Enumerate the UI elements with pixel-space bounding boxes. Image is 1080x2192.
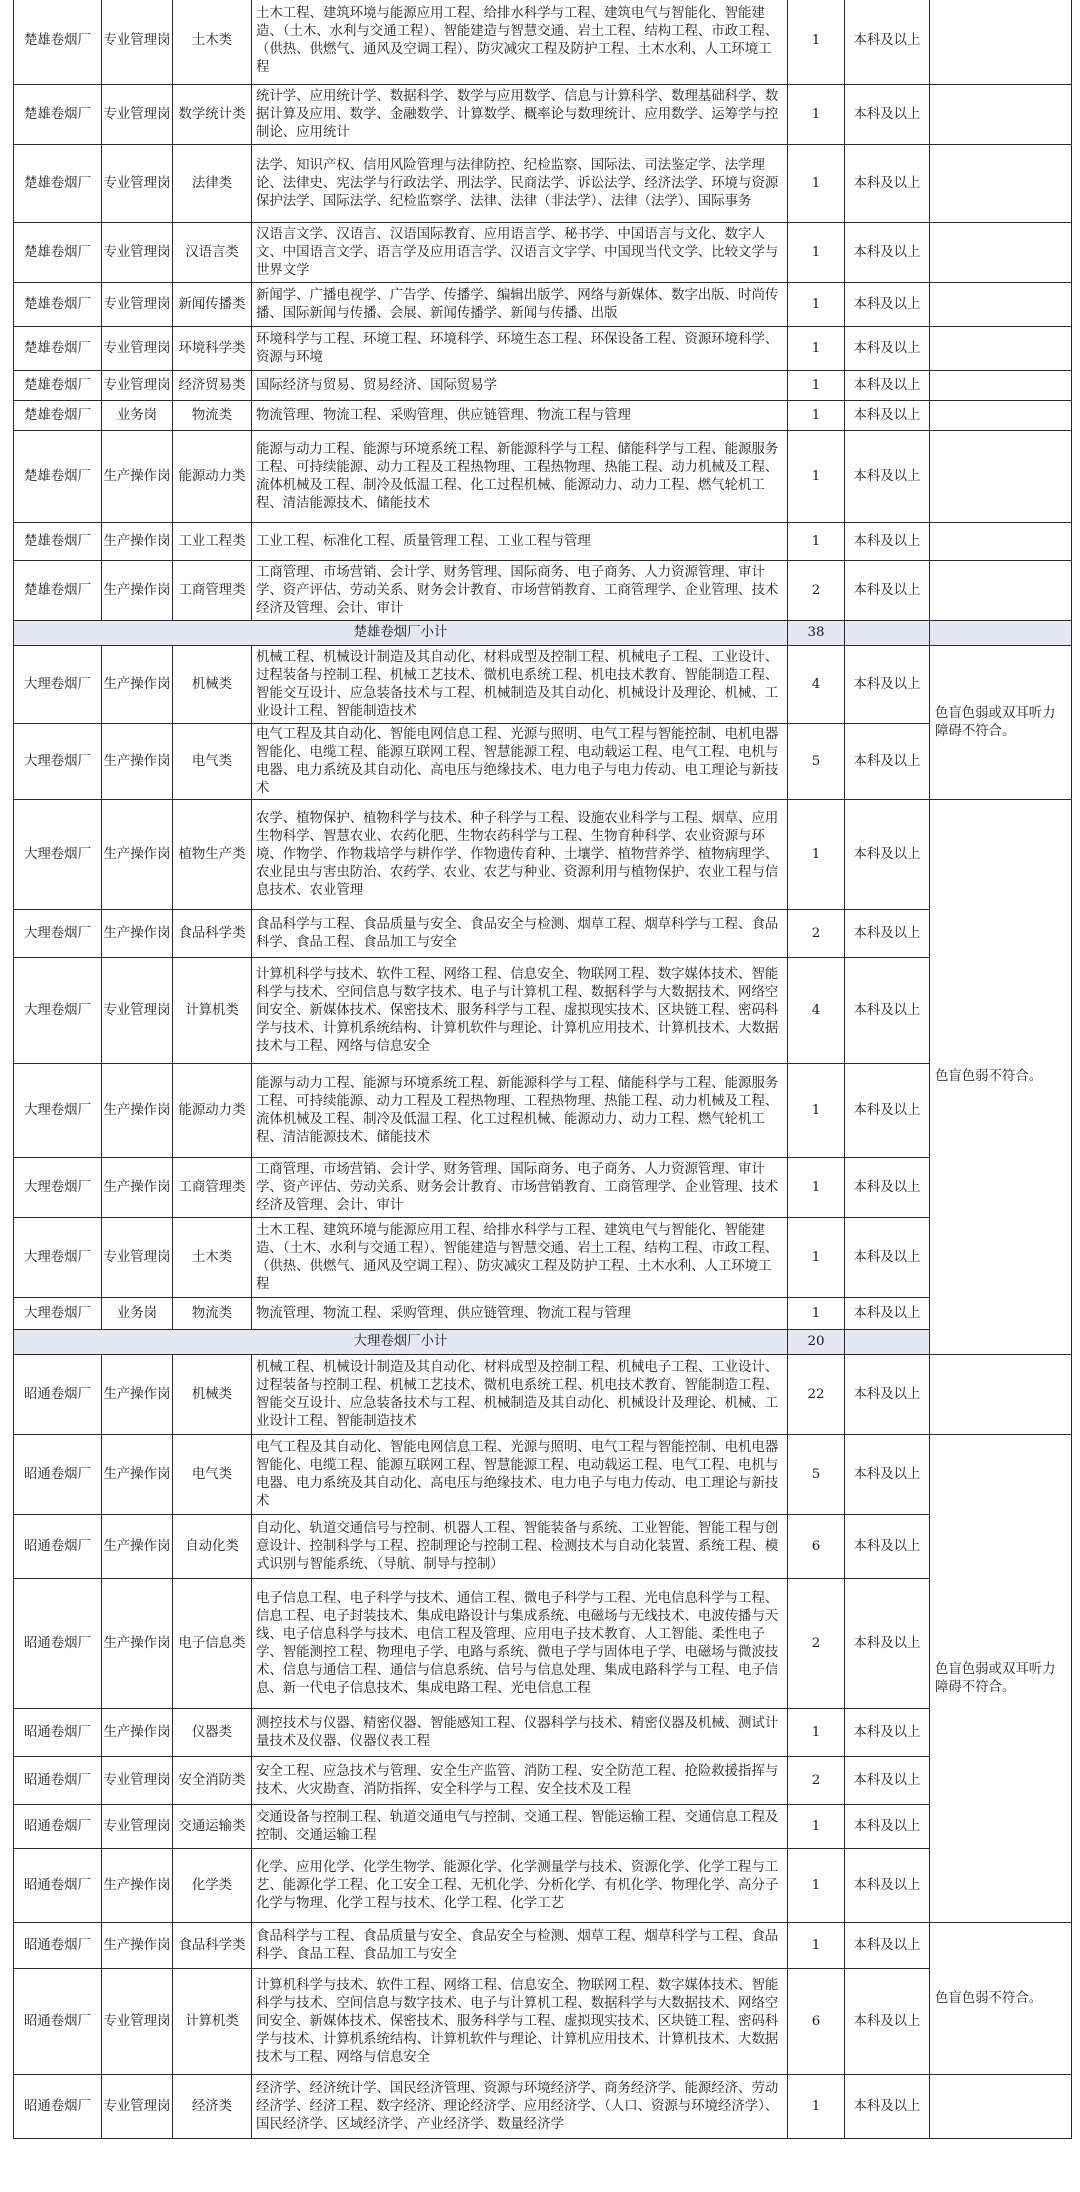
post-cell: 生产操作岗: [102, 1355, 173, 1435]
majors-cell: 新闻学、广播电视学、广告学、传播学、编辑出版学、网络与新媒体、数字出版、时尚传播、国际新闻与传播、会展、新闻传播学、新闻与传播、出版: [252, 283, 788, 327]
majors-cell: 电子信息工程、电子科学与技术、通信工程、微电子科学与工程、光电信息科学与工程、信息工程、电子封装技术、集成电路设计与集成系统、电磁场与无线技术、电波传播与天线、电子信息科学与技术、电信工程及管理、应用电子技术教育、人工智能、柔性电子学、智能测控工程、物理电子学、电路与系统、微电子学与固体电子学、电磁场与微波技术、信息与通信工程、通信与信息系统、信号与信息处理、集成电路科学与工程、电子信息、新一代电子信息技术、集成电路工程、光电信息工程: [252, 1579, 788, 1709]
education-cell: 本科及以上: [845, 1158, 930, 1218]
requirement-note-empty: [930, 283, 1072, 327]
majors-cell: 环境科学与工程、环境工程、环境科学、环境生态工程、环保设备工程、资源环境科学、资源与环境: [252, 327, 788, 371]
headcount-cell: 5: [788, 724, 845, 800]
unit-cell: 楚雄卷烟厂: [14, 371, 102, 401]
category-cell: 能源动力类: [173, 431, 252, 523]
headcount-cell: 1: [788, 1923, 845, 1969]
headcount-cell: 2: [788, 910, 845, 958]
category-cell: 法律类: [173, 145, 252, 223]
education-cell: 本科及以上: [845, 223, 930, 283]
post-cell: 生产操作岗: [102, 1923, 173, 1969]
post-cell: 生产操作岗: [102, 431, 173, 523]
table-row: [14, 958, 1072, 1064]
majors-cell: 食品科学与工程、食品质量与安全、食品安全与检测、烟草工程、烟草科学与工程、食品科学、食品工程、食品加工与安全: [252, 910, 788, 958]
post-cell: 生产操作岗: [102, 1064, 173, 1158]
table-row: [14, 283, 1072, 327]
majors-cell: 机械工程、机械设计制造及其自动化、材料成型及控制工程、机械电子工程、工业设计、过程装备与控制工程、机械工艺技术、微机电系统工程、机电技术教育、智能制造工程、智能交互设计、应急装备技术与工程、机械制造及其自动化、机械设计及理论、机械、工业设计工程、智能制造技术: [252, 646, 788, 724]
majors-cell: 土木工程、建筑环境与能源应用工程、给排水科学与工程、建筑电气与智能化、智能建造、（土木、水利与交通工程）、智能建造与智慧交通、岩土工程、结构工程、市政工程、（供热、供燃气、通风及空调工程）、防灾减灾工程及防护工程、土木水利、人工环境工程: [252, 0, 788, 85]
education-cell: 本科及以上: [845, 401, 930, 431]
unit-cell: 楚雄卷烟厂: [14, 0, 102, 85]
category-cell: 工商管理类: [173, 1158, 252, 1218]
table-row: [14, 2075, 1072, 2139]
table-row: [14, 145, 1072, 223]
subtotal-empty-cell: [845, 1330, 930, 1355]
unit-cell: 大理卷烟厂: [14, 958, 102, 1064]
majors-cell: 能源与动力工程、能源与环境系统工程、新能源科学与工程、储能科学与工程、能源服务工程、可持续能源、动力工程及工程热物理、工程热物理、热能工程、动力机械及工程、流体机械及工程、制冷及低温工程、化工过程机械、能源动力、动力工程、燃气轮机工程、清洁能源技术、储能技术: [252, 431, 788, 523]
subtotal-note-cell: [930, 621, 1072, 646]
subtotal-row: [14, 1330, 1072, 1355]
requirement-note-empty: [930, 371, 1072, 401]
table-row: [14, 1158, 1072, 1218]
post-cell: 生产操作岗: [102, 1709, 173, 1757]
requirement-note-empty: [930, 327, 1072, 371]
category-cell: 自动化类: [173, 1515, 252, 1579]
post-cell: 专业管理岗: [102, 0, 173, 85]
table-row: [14, 724, 1072, 800]
education-cell: 本科及以上: [845, 431, 930, 523]
majors-cell: 电气工程及其自动化、智能电网信息工程、光源与照明、电气工程与智能控制、电机电器智能化、电缆工程、能源互联网工程、智慧能源工程、电动载运工程、电气工程、电机与电器、电力系统及其自动化、高电压与绝缘技术、电力电子与电力传动、电工理论与新技术: [252, 1435, 788, 1515]
requirement-note-empty: [930, 0, 1072, 85]
table-row: [14, 1757, 1072, 1805]
post-cell: 专业管理岗: [102, 145, 173, 223]
category-cell: 仪器类: [173, 1709, 252, 1757]
post-cell: 专业管理岗: [102, 958, 173, 1064]
table-row: [14, 1709, 1072, 1757]
education-cell: 本科及以上: [845, 1579, 930, 1709]
education-cell: 本科及以上: [845, 1923, 930, 1969]
education-cell: 本科及以上: [845, 0, 930, 85]
majors-cell: 统计学、应用统计学、数据科学、数学与应用数学、信息与计算科学、数理基础科学、数据计算及应用、数学、金融数学、计算数学、概率论与数理统计、应用数学、运筹学与控制论、应用统计: [252, 85, 788, 145]
category-cell: 食品科学类: [173, 1923, 252, 1969]
unit-cell: 昭通卷烟厂: [14, 1355, 102, 1435]
category-cell: 工业工程类: [173, 523, 252, 561]
majors-cell: 电气工程及其自动化、智能电网信息工程、光源与照明、电气工程与智能控制、电机电器智能化、电缆工程、能源互联网工程、智慧能源工程、电动载运工程、电气工程、电机与电器、电力系统及其自动化、高电压与绝缘技术、电力电子与电力传动、电工理论与新技术: [252, 724, 788, 800]
post-cell: 生产操作岗: [102, 523, 173, 561]
post-cell: 生产操作岗: [102, 1158, 173, 1218]
education-cell: 本科及以上: [845, 1757, 930, 1805]
unit-cell: 大理卷烟厂: [14, 1218, 102, 1298]
unit-cell: 昭通卷烟厂: [14, 1579, 102, 1709]
majors-cell: 国际经济与贸易、贸易经济、国际贸易学: [252, 371, 788, 401]
unit-cell: 昭通卷烟厂: [14, 1515, 102, 1579]
unit-cell: 楚雄卷烟厂: [14, 145, 102, 223]
table-row: [14, 1923, 1072, 1969]
requirement-note: 色盲色弱不符合。: [930, 1923, 1072, 2075]
unit-cell: 大理卷烟厂: [14, 1064, 102, 1158]
post-cell: 专业管理岗: [102, 327, 173, 371]
headcount-cell: 2: [788, 561, 845, 621]
subtotal-row: [14, 621, 1072, 646]
table-row: [14, 1064, 1072, 1158]
unit-cell: 大理卷烟厂: [14, 910, 102, 958]
table-row: [14, 561, 1072, 621]
category-cell: 物流类: [173, 1298, 252, 1330]
majors-cell: 自动化、轨道交通信号与控制、机器人工程、智能装备与系统、工业智能、智能工程与创意设计、控制科学与工程、控制理论与控制工程、检测技术与自动化装置、系统工程、模式识别与智能系统、（导航、制导与控制）: [252, 1515, 788, 1579]
post-cell: 专业管理岗: [102, 1218, 173, 1298]
headcount-cell: 6: [788, 1515, 845, 1579]
requirement-note-empty: [930, 2075, 1072, 2139]
table-row: [14, 327, 1072, 371]
requirement-note-empty: [930, 223, 1072, 283]
requirement-note-empty: [930, 85, 1072, 145]
table-row: [14, 371, 1072, 401]
category-cell: 经济贸易类: [173, 371, 252, 401]
unit-cell: 楚雄卷烟厂: [14, 561, 102, 621]
education-cell: 本科及以上: [845, 85, 930, 145]
education-cell: 本科及以上: [845, 958, 930, 1064]
headcount-cell: 1: [788, 523, 845, 561]
education-cell: 本科及以上: [845, 1805, 930, 1849]
unit-cell: 楚雄卷烟厂: [14, 85, 102, 145]
table-row: [14, 523, 1072, 561]
category-cell: 汉语言类: [173, 223, 252, 283]
table-row: [14, 646, 1072, 724]
unit-cell: 楚雄卷烟厂: [14, 223, 102, 283]
category-cell: 土木类: [173, 1218, 252, 1298]
headcount-cell: 1: [788, 401, 845, 431]
category-cell: 食品科学类: [173, 910, 252, 958]
requirement-note: 色盲色弱不符合。: [930, 800, 1072, 1355]
post-cell: 生产操作岗: [102, 1579, 173, 1709]
education-cell: 本科及以上: [845, 523, 930, 561]
headcount-cell: 1: [788, 371, 845, 401]
majors-cell: 食品科学与工程、食品质量与安全、食品安全与检测、烟草工程、烟草科学与工程、食品科学、食品工程、食品加工与安全: [252, 1923, 788, 1969]
post-cell: 生产操作岗: [102, 800, 173, 910]
table-row: [14, 1298, 1072, 1330]
subtotal-empty-cell: [845, 621, 930, 646]
majors-cell: 机械工程、机械设计制造及其自动化、材料成型及控制工程、机械电子工程、工业设计、过程装备与控制工程、机械工艺技术、微机电系统工程、机电技术教育、智能制造工程、智能交互设计、应急装备技术与工程、机械制造及其自动化、机械设计及理论、机械、工业设计工程、智能制造技术: [252, 1355, 788, 1435]
post-cell: 生产操作岗: [102, 910, 173, 958]
majors-cell: 交通设备与控制工程、轨道交通电气与控制、交通工程、智能运输工程、交通信息工程及控制、交通运输工程: [252, 1805, 788, 1849]
table-row: [14, 1435, 1072, 1515]
majors-cell: 能源与动力工程、能源与环境系统工程、新能源科学与工程、储能科学与工程、能源服务工程、可持续能源、动力工程及工程热物理、工程热物理、热能工程、动力机械及工程、流体机械及工程、制冷及低温工程、化工过程机械、能源动力、动力工程、燃气轮机工程、清洁能源技术、储能技术: [252, 1064, 788, 1158]
majors-cell: 安全工程、应急技术与管理、安全生产监管、消防工程、安全防范工程、抢险救援指挥与技术、火灾勘查、消防指挥、安全科学与工程、安全技术及工程: [252, 1757, 788, 1805]
unit-cell: 昭通卷烟厂: [14, 1969, 102, 2075]
category-cell: 化学类: [173, 1849, 252, 1923]
education-cell: 本科及以上: [845, 561, 930, 621]
education-cell: 本科及以上: [845, 646, 930, 724]
headcount-cell: 4: [788, 958, 845, 1064]
majors-cell: 测控技术与仪器、精密仪器、智能感知工程、仪器科学与技术、精密仪器及机械、测试计量技术及仪器、仪器仪表工程: [252, 1709, 788, 1757]
education-cell: 本科及以上: [845, 145, 930, 223]
subtotal-count: 20: [788, 1330, 845, 1355]
headcount-cell: 1: [788, 2075, 845, 2139]
headcount-cell: 5: [788, 1435, 845, 1515]
table-row: [14, 1849, 1072, 1923]
category-cell: 电气类: [173, 1435, 252, 1515]
headcount-cell: 1: [788, 145, 845, 223]
education-cell: 本科及以上: [845, 327, 930, 371]
headcount-cell: 2: [788, 1579, 845, 1709]
education-cell: 本科及以上: [845, 1064, 930, 1158]
headcount-cell: 1: [788, 431, 845, 523]
unit-cell: 大理卷烟厂: [14, 1298, 102, 1330]
unit-cell: 昭通卷烟厂: [14, 2075, 102, 2139]
post-cell: 生产操作岗: [102, 1435, 173, 1515]
unit-cell: 昭通卷烟厂: [14, 1757, 102, 1805]
majors-cell: 物流管理、物流工程、采购管理、供应链管理、物流工程与管理: [252, 1298, 788, 1330]
table-row: [14, 1218, 1072, 1298]
education-cell: 本科及以上: [845, 2075, 930, 2139]
post-cell: 生产操作岗: [102, 1515, 173, 1579]
unit-cell: 楚雄卷烟厂: [14, 401, 102, 431]
category-cell: 电子信息类: [173, 1579, 252, 1709]
category-cell: 环境科学类: [173, 327, 252, 371]
majors-cell: 农学、植物保护、植物科学与技术、种子科学与工程、设施农业科学与工程、烟草、应用生物科学、智慧农业、农药化肥、生物农药科学与工程、生物育种科学、农业资源与环境、作物学、作物栽培学与耕作学、作物遗传育种、土壤学、植物营养学、植物病理学、农业昆虫与害虫防治、农药学、农业、农艺与种业、资源利用与植物保护、农业工程与信息技术、农业管理: [252, 800, 788, 910]
post-cell: 专业管理岗: [102, 1757, 173, 1805]
table-row: [14, 910, 1072, 958]
unit-cell: 楚雄卷烟厂: [14, 283, 102, 327]
table-row: [14, 401, 1072, 431]
education-cell: 本科及以上: [845, 910, 930, 958]
majors-cell: 计算机科学与技术、软件工程、网络工程、信息安全、物联网工程、数字媒体技术、智能科学与技术、空间信息与数字技术、电子与计算机工程、数据科学与大数据技术、网络空间安全、新媒体技术、保密技术、服务科学与工程、虚拟现实技术、区块链工程、密码科学与技术、计算机系统结构、计算机软件与理论、计算机应用技术、计算机技术、大数据技术与工程、网络与信息安全: [252, 958, 788, 1064]
post-cell: 业务岗: [102, 401, 173, 431]
table-row: [14, 1805, 1072, 1849]
post-cell: 业务岗: [102, 1298, 173, 1330]
headcount-cell: 1: [788, 1298, 845, 1330]
table-row: [14, 1969, 1072, 2075]
post-cell: 生产操作岗: [102, 1849, 173, 1923]
unit-cell: 昭通卷烟厂: [14, 1805, 102, 1849]
requirement-note-empty: [930, 431, 1072, 523]
headcount-cell: 2: [788, 1757, 845, 1805]
majors-cell: 化学、应用化学、化学生物学、能源化学、化学测量学与技术、资源化学、化学工程与工艺、能源化学工程、化工安全工程、无机化学、分析化学、有机化学、物理化学、高分子化学与物理、化学工程与技术、化学工程、化学工艺: [252, 1849, 788, 1923]
requirement-note-empty: [930, 561, 1072, 621]
category-cell: 植物生产类: [173, 800, 252, 910]
majors-cell: 汉语言文学、汉语言、汉语国际教育、应用语言学、秘书学、中国语言与文化、数字人文、中国语言文学、语言学及应用语言学、汉语言文字学、中国现当代文学、比较文学与世界文学: [252, 223, 788, 283]
headcount-cell: 6: [788, 1969, 845, 2075]
post-cell: 专业管理岗: [102, 85, 173, 145]
unit-cell: 昭通卷烟厂: [14, 1849, 102, 1923]
category-cell: 计算机类: [173, 1969, 252, 2075]
table-row: [14, 431, 1072, 523]
headcount-cell: 1: [788, 223, 845, 283]
headcount-cell: 1: [788, 1849, 845, 1923]
unit-cell: 昭通卷烟厂: [14, 1435, 102, 1515]
category-cell: 安全消防类: [173, 1757, 252, 1805]
requirement-note: 色盲色弱或双耳听力障碍不符合。: [930, 646, 1072, 800]
unit-cell: 楚雄卷烟厂: [14, 523, 102, 561]
requirement-note-empty: [930, 523, 1072, 561]
headcount-cell: 1: [788, 1158, 845, 1218]
education-cell: 本科及以上: [845, 1849, 930, 1923]
requirement-note-empty: [930, 401, 1072, 431]
subtotal-count: 38: [788, 621, 845, 646]
education-cell: 本科及以上: [845, 1298, 930, 1330]
majors-cell: 工业工程、标准化工程、质量管理工程、工业工程与管理: [252, 523, 788, 561]
post-cell: 专业管理岗: [102, 1969, 173, 2075]
table-row: [14, 1515, 1072, 1579]
post-cell: 专业管理岗: [102, 371, 173, 401]
headcount-cell: 1: [788, 800, 845, 910]
post-cell: 生产操作岗: [102, 561, 173, 621]
education-cell: 本科及以上: [845, 1515, 930, 1579]
unit-cell: 大理卷烟厂: [14, 1158, 102, 1218]
headcount-cell: 1: [788, 85, 845, 145]
requirement-note: 色盲色弱或双耳听力障碍不符合。: [930, 1435, 1072, 1923]
unit-cell: 大理卷烟厂: [14, 646, 102, 724]
unit-cell: 楚雄卷烟厂: [14, 431, 102, 523]
post-cell: 生产操作岗: [102, 724, 173, 800]
headcount-cell: 1: [788, 1064, 845, 1158]
education-cell: 本科及以上: [845, 371, 930, 401]
table-row: [14, 1355, 1072, 1435]
unit-cell: 大理卷烟厂: [14, 800, 102, 910]
category-cell: 电气类: [173, 724, 252, 800]
majors-cell: 物流管理、物流工程、采购管理、供应链管理、物流工程与管理: [252, 401, 788, 431]
education-cell: 本科及以上: [845, 1355, 930, 1435]
category-cell: 能源动力类: [173, 1064, 252, 1158]
category-cell: 交通运输类: [173, 1805, 252, 1849]
majors-cell: 工商管理、市场营销、会计学、财务管理、国际商务、电子商务、人力资源管理、审计学、资产评估、劳动关系、财务会计教育、市场营销教育、工商管理学、企业管理、技术经济及管理、会计、审计: [252, 561, 788, 621]
subtotal-label: 楚雄卷烟厂小计: [14, 621, 788, 646]
headcount-cell: 1: [788, 327, 845, 371]
headcount-cell: 1: [788, 0, 845, 85]
unit-cell: 昭通卷烟厂: [14, 1709, 102, 1757]
majors-cell: 法学、知识产权、信用风险管理与法律防控、纪检监察、国际法、司法鉴定学、法学理论、法律史、宪法学与行政法学、刑法学、民商法学、诉讼法学、经济法学、环境与资源保护法学、国际法学、纪检监察学、法律、法律（非法学）、法律（法学）、国际事务: [252, 145, 788, 223]
education-cell: 本科及以上: [845, 1218, 930, 1298]
education-cell: 本科及以上: [845, 724, 930, 800]
majors-cell: 土木工程、建筑环境与能源应用工程、给排水科学与工程、建筑电气与智能化、智能建造、（土木、水利与交通工程）、智能建造与智慧交通、岩土工程、结构工程、市政工程、（供热、供燃气、通风及空调工程）、防灾减灾工程及防护工程、土木水利、人工环境工程: [252, 1218, 788, 1298]
post-cell: 专业管理岗: [102, 1805, 173, 1849]
category-cell: 机械类: [173, 646, 252, 724]
requirement-note-empty: [930, 1355, 1072, 1435]
majors-cell: 经济学、经济统计学、国民经济管理、资源与环境经济学、商务经济学、能源经济、劳动经济学、经济工程、数字经济、理论经济学、应用经济学、（人口、资源与环境经济学）、国民经济学、区域经济学、产业经济学、数量经济学: [252, 2075, 788, 2139]
headcount-cell: 22: [788, 1355, 845, 1435]
education-cell: 本科及以上: [845, 1709, 930, 1757]
education-cell: 本科及以上: [845, 1969, 930, 2075]
post-cell: 专业管理岗: [102, 223, 173, 283]
post-cell: 专业管理岗: [102, 283, 173, 327]
category-cell: 物流类: [173, 401, 252, 431]
education-cell: 本科及以上: [845, 800, 930, 910]
category-cell: 土木类: [173, 0, 252, 85]
table-row: [14, 1579, 1072, 1709]
table-row: [14, 800, 1072, 910]
unit-cell: 昭通卷烟厂: [14, 1923, 102, 1969]
table-row: [14, 0, 1072, 85]
majors-cell: 工商管理、市场营销、会计学、财务管理、国际商务、电子商务、人力资源管理、审计学、资产评估、劳动关系、财务会计教育、市场营销教育、工商管理学、企业管理、技术经济及管理、会计、审计: [252, 1158, 788, 1218]
category-cell: 新闻传播类: [173, 283, 252, 327]
category-cell: 机械类: [173, 1355, 252, 1435]
category-cell: 经济类: [173, 2075, 252, 2139]
category-cell: 数学统计类: [173, 85, 252, 145]
unit-cell: 大理卷烟厂: [14, 724, 102, 800]
unit-cell: 楚雄卷烟厂: [14, 327, 102, 371]
headcount-cell: 4: [788, 646, 845, 724]
subtotal-label: 大理卷烟厂小计: [14, 1330, 788, 1355]
requirement-note-empty: [930, 145, 1072, 223]
education-cell: 本科及以上: [845, 1435, 930, 1515]
recruitment-table: [13, 0, 1072, 2139]
majors-cell: 计算机科学与技术、软件工程、网络工程、信息安全、物联网工程、数字媒体技术、智能科学与技术、空间信息与数字技术、电子与计算机工程、数据科学与大数据技术、网络空间安全、新媒体技术、保密技术、服务科学与工程、虚拟现实技术、区块链工程、密码科学与技术、计算机系统结构、计算机软件与理论、计算机应用技术、计算机技术、大数据技术与工程、网络与信息安全: [252, 1969, 788, 2075]
headcount-cell: 1: [788, 1709, 845, 1757]
table-row: [14, 85, 1072, 145]
headcount-cell: 1: [788, 1218, 845, 1298]
headcount-cell: 1: [788, 283, 845, 327]
table-row: [14, 223, 1072, 283]
category-cell: 计算机类: [173, 958, 252, 1064]
category-cell: 工商管理类: [173, 561, 252, 621]
headcount-cell: 1: [788, 1805, 845, 1849]
education-cell: 本科及以上: [845, 283, 930, 327]
post-cell: 专业管理岗: [102, 2075, 173, 2139]
post-cell: 生产操作岗: [102, 646, 173, 724]
